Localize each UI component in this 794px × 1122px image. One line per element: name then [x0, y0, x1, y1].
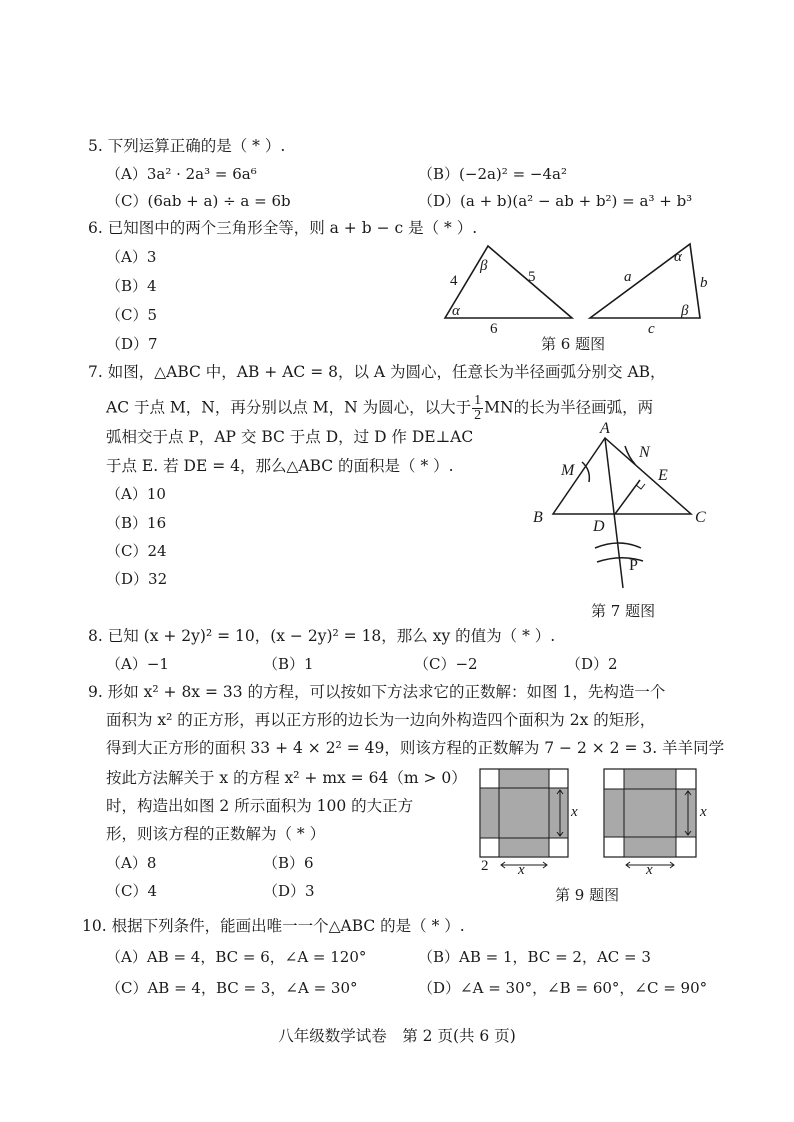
- q10-option-b: （B）AB = 1，BC = 2，AC = 3: [418, 948, 651, 966]
- q5-stem: 5. 下列运算正确的是（ * ）.: [88, 137, 286, 155]
- q6-label-b: b: [700, 275, 708, 291]
- q7-caption: 第 7 题图: [591, 602, 656, 620]
- q9-label-x2: x: [571, 804, 578, 820]
- page-footer: 八年级数学试卷 第 2 页(共 6 页): [278, 1027, 516, 1045]
- q6-label-4: 4: [450, 273, 458, 289]
- q7-arc-n: [625, 446, 635, 464]
- q7-label-n: N: [639, 444, 650, 461]
- q8-option-a: （A）−1: [106, 655, 169, 673]
- q9-figure-1: [480, 769, 578, 878]
- q7-label-e: E: [658, 467, 668, 484]
- q9-label-x3: x: [646, 862, 653, 878]
- q9-label-2: 2: [481, 858, 489, 874]
- q6-left-triangle: [445, 246, 572, 318]
- q7-label-p: P: [629, 557, 638, 574]
- q6-option-b: （B）4: [106, 277, 157, 295]
- q9-option-d: （D）3: [263, 882, 315, 900]
- q6-alpha-left: α: [452, 303, 460, 319]
- q7-fraction: [472, 394, 483, 423]
- q8-stem: 8. 已知 (x + 2y)² = 10，(x − 2y)² = 18，那么 xy 的值为（ * ）.: [88, 627, 556, 645]
- q10-option-d: （D）∠A = 30°，∠B = 60°，∠C = 90°: [418, 979, 708, 997]
- q6-label-6: 6: [490, 321, 498, 336]
- q9-line1: 9. 形如 x² + 8x = 33 的方程，可以按如下方法求它的正数解：如图 1，先构造一个: [88, 683, 666, 701]
- q7-label-m: M: [561, 462, 575, 479]
- q7-figure: [525, 418, 725, 598]
- q6-label-5: 5: [528, 269, 536, 285]
- q7-line2b: MN的长为半径画弧，两: [484, 398, 654, 417]
- q8-option-c: （C）−2: [414, 655, 478, 673]
- q9-caption: 第 9 题图: [555, 886, 620, 904]
- q6-stem: 6. 已知图中的两个三角形全等，则 a + b − c 是（ * ）.: [88, 219, 478, 237]
- q7-line2a: AC 于点 M，N，再分别以点 M，N 为圆心，以大于: [106, 398, 472, 417]
- q7-option-c: （C）24: [106, 542, 167, 560]
- q7-option-d: （D）32: [106, 570, 168, 588]
- q6-option-a: （A）3: [106, 248, 157, 266]
- q9-line4: 按此方法解关于 x 的方程 x² + mx = 64（m > 0）: [106, 769, 467, 787]
- q8-option-d: （D）2: [566, 655, 618, 673]
- q9-line5: 时，构造出如图 2 所示面积为 100 的大正方: [106, 797, 414, 815]
- q7-label-b: B: [533, 509, 543, 526]
- q5-option-a: （A）3a² · 2a³ = 6a⁶: [106, 165, 257, 183]
- q7-option-a: （A）10: [106, 485, 166, 503]
- q5-option-d: （D）(a + b)(a² − ab + b²) = a³ + b³: [418, 192, 693, 210]
- q6-figure: [430, 236, 730, 336]
- q7-option-b: （B）16: [106, 514, 167, 532]
- q7-arc-m: [582, 462, 589, 482]
- q9-line6: 形，则该方程的正数解为（ * ）: [106, 825, 326, 843]
- q9-label-x1: x: [518, 862, 525, 878]
- q10-option-a: （A）AB = 4，BC = 6，∠A = 120°: [106, 948, 367, 966]
- q7-label-a: A: [600, 420, 610, 437]
- q5-option-b: （B）(−2a)² = −4a²: [418, 165, 567, 183]
- q8-option-b: （B）1: [263, 655, 314, 673]
- q6-beta-left: β: [480, 258, 488, 274]
- q6-beta-right: β: [681, 303, 689, 319]
- q6-caption: 第 6 题图: [541, 335, 606, 353]
- q6-option-d: （D）7: [106, 335, 158, 353]
- q6-option-c: （C）5: [106, 306, 158, 324]
- q7-line3: 弧相交于点 P，AP 交 BC 于点 D，过 D 作 DE⊥AC: [106, 428, 474, 446]
- q9-line3: 得到大正方形的面积 33 + 4 × 2² = 49，则该方程的正数解为 7 − 2 × 2 = 3. 羊羊同学: [106, 739, 725, 757]
- q7-line-ap: [605, 438, 623, 588]
- q9-option-a: （A）8: [106, 854, 157, 872]
- q7-line4: 于点 E. 若 DE = 4，那么△ABC 的面积是（ * ）.: [106, 457, 454, 475]
- q9-option-c: （C）4: [106, 882, 158, 900]
- q10-option-c: （C）AB = 4，BC = 3，∠A = 30°: [106, 979, 358, 997]
- q9-option-b: （B）6: [263, 854, 314, 872]
- q9-figure-2: [604, 769, 707, 878]
- q6-alpha-right: α: [674, 249, 682, 265]
- q10-stem: 10. 根据下列条件，能画出唯一一个△ABC 的是（ * ）.: [82, 917, 465, 935]
- q5-option-c: （C）(6ab + a) ÷ a = 6b: [106, 192, 291, 210]
- q9-label-x4: x: [700, 804, 707, 820]
- q7-line1: 7. 如图，△ABC 中，AB + AC = 8，以 A 为圆心，任意长为半径画弧分别交 AB，: [88, 363, 666, 381]
- q9-figure: [470, 764, 730, 878]
- q6-label-a: a: [624, 269, 632, 285]
- q7-label-d: D: [593, 518, 605, 535]
- q9-line2: 面积为 x² 的正方形，再以正方形的边长为一边向外构造四个面积为 2x 的矩形，: [106, 711, 656, 729]
- q7-frac-num: 1: [474, 393, 482, 408]
- q7-frac-den: 2: [474, 408, 482, 423]
- q7-label-c: C: [695, 509, 706, 526]
- q6-label-c: c: [648, 321, 655, 336]
